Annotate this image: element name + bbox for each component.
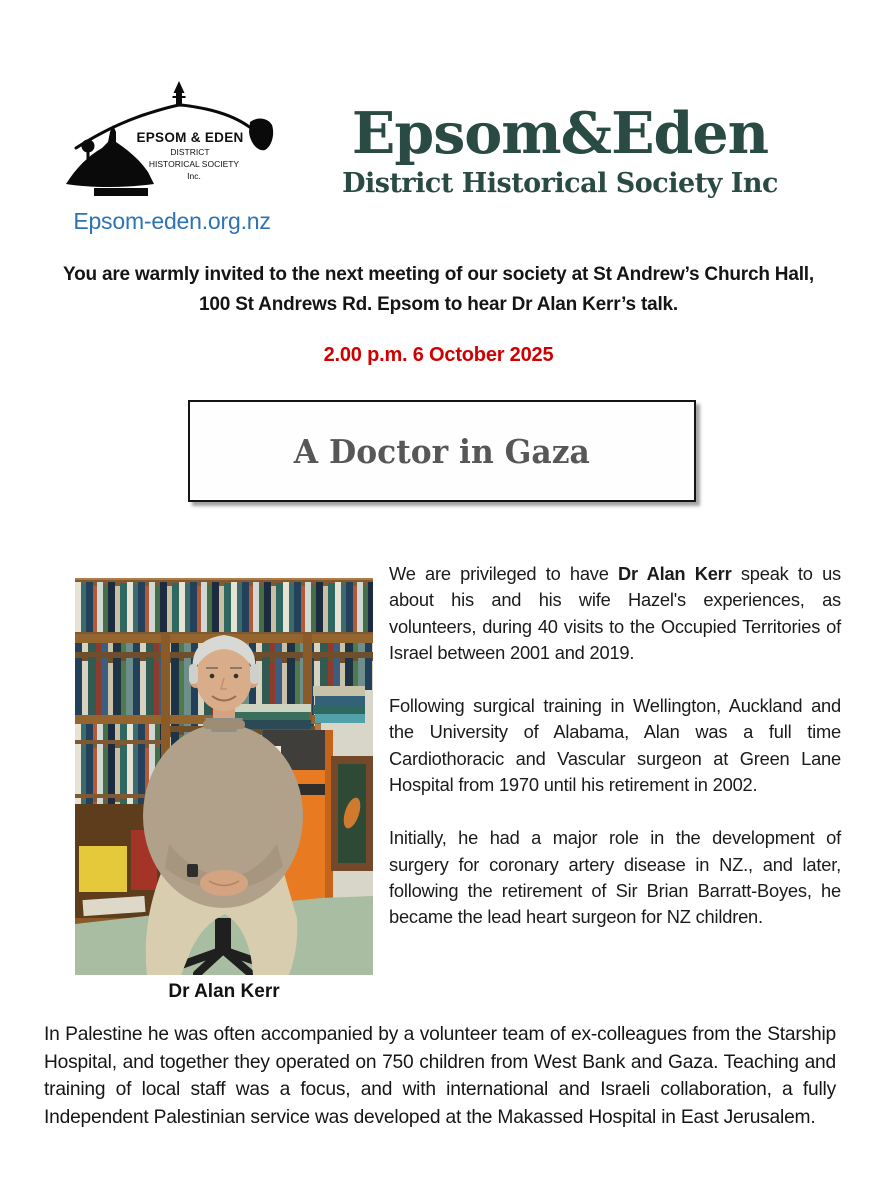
para1-speaker-name: Dr Alan Kerr [618,563,732,584]
para1-prefix: We are privileged to have [389,563,619,584]
logo-name-line4: Inc. [187,171,201,181]
article-paragraph-3: Initially, he had a major role in the development of surgery for coronary artery disease in NZ., and later, following the retirement of Sir Brian Barratt-Boyes, he became the lead heart surgeon for NZ children. [389,827,841,928]
talk-title-box [188,400,696,502]
framed-picture [331,756,373,871]
website-link[interactable]: Epsom-eden.org.nz [73,208,271,234]
brand-heading [330,100,790,200]
logo-name-line1: EPSOM & EDEN [136,130,244,145]
event-datetime: 2.00 p.m. 6 October 2025 [323,344,554,366]
society-logo [66,76,278,208]
para1-suffix: speak to us about his and his wife Hazel's experiences, as volunteers, during 40 visits to the Occupied Territories of Israel between 2001 and 2019. [389,563,841,663]
logo-name-line3: HISTORICAL SOCIETY [148,159,240,169]
logo-name-line2: DISTRICT [170,147,210,157]
invitation-line-1: You are warmly invited to the next meeting of our society at St Andrew’s Church Hall, [63,264,814,285]
invitation-text [0,260,877,320]
article-column [389,561,841,958]
article-paragraph-1 [389,561,841,666]
article-paragraph-2: Following surgical training in Wellington, Auckland and the University of Alabama, Alan was a full time Cardiothoracic and Vascular surgeon at Green Lane Hospital from 1970 until his retirement in 2002. [389,695,841,796]
photo-caption: Dr Alan Kerr [168,981,280,1002]
talk-title: A Doctor in Gaza [293,431,591,471]
brand-subtitle: District Historical Society Inc [342,168,778,199]
closing-paragraph: In Palestine he was often accompanied by a volunteer team of ex-colleagues from the Starship Hospital, and together they operated on 750 children from West Bank and Gaza. Teaching and training of local staff was a focus, and with international and Israeli collaboration, a fully Independent Palestinian service was developed at the Makassed Hospital in East Jerusalem. [44,1024,836,1128]
invitation-line-2: 100 St Andrews Rd. Epsom to hear Dr Alan Kerr’s talk. [199,294,678,315]
brand-title: Epsom&Eden [351,100,769,167]
speaker-photo [75,578,373,975]
